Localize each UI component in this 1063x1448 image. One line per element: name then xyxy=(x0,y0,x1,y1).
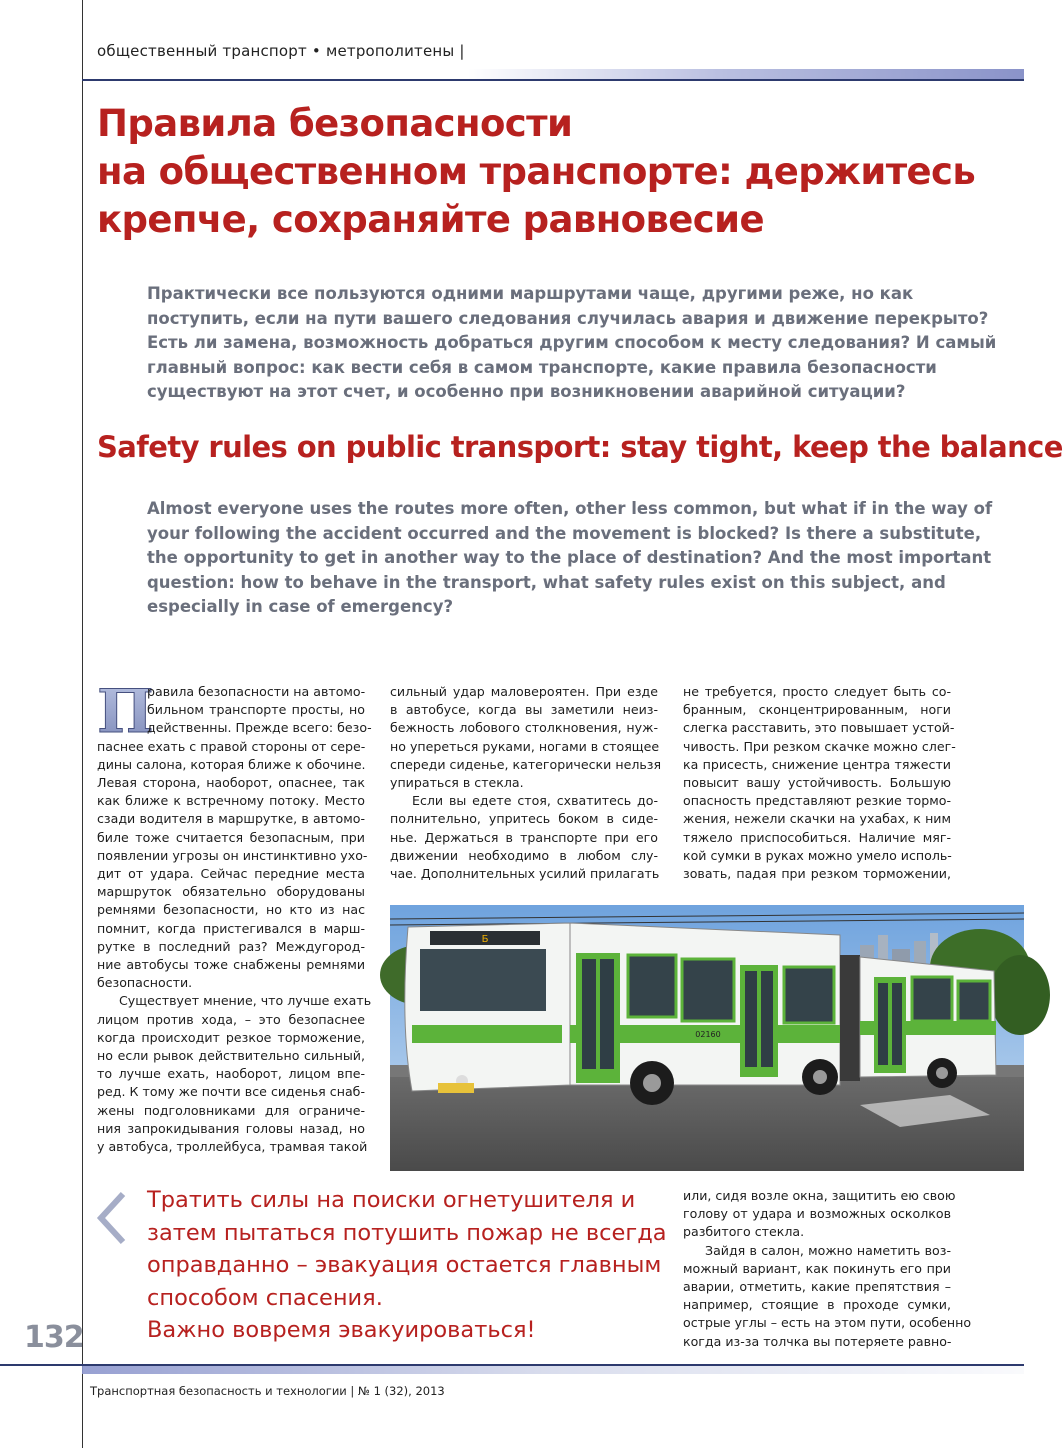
text-line: ред. К тому же почти все сиденья снаб- xyxy=(97,1084,365,1100)
text-line: кой сумки в руках можно умело исполь- xyxy=(683,847,952,863)
text-line: или, сидя возле окна, защитить ею свою xyxy=(683,1188,956,1203)
footer-rule-left xyxy=(0,1364,82,1366)
lead-ru-line: Есть ли замена, возможность добраться другим способом к месту следования? И самый xyxy=(147,333,997,352)
text-line: паснее ехать с правой стороны от сере- xyxy=(97,738,366,754)
text-line: ние автобусы тоже снабжены ремнями xyxy=(97,957,365,973)
lead-en-line: question: how to behave in the transport, what safety rules exist on this subject, and xyxy=(147,572,946,592)
lead-ru-line: поступить, если на пути вашего следования случилась авария и движение перекрыто? xyxy=(147,308,989,328)
text-line: лицом против хода, – это безопаснее xyxy=(97,1011,365,1027)
text-line: бильном транспорте просты, но xyxy=(147,702,365,718)
text-line: ремнями безопасности, но кто из нас xyxy=(97,902,365,918)
text-line: сильный удар маловероятен. При езде xyxy=(390,684,658,699)
text-line: голову от удара и возможных осколков xyxy=(683,1206,951,1222)
bus-photo xyxy=(390,905,1024,1171)
text-line: бранным, сконцентрированным, ноги xyxy=(683,702,951,718)
text-line: жены подголовниками для ограниче- xyxy=(97,1102,365,1118)
text-line: ния запрокидывания головы назад, но xyxy=(97,1120,365,1136)
bus-route-sign: Б xyxy=(481,934,489,945)
text-line: сзади водителя в маршрутке, в автомо- xyxy=(97,811,365,827)
lead-en-line: Almost everyone uses the routes more often, other less common, but what if in the way of xyxy=(147,499,993,518)
text-line: ка присесть, снижение центра тяжести xyxy=(683,756,951,772)
text-line: слегка расставить, это повышает устой- xyxy=(683,720,955,736)
text-line: спереди сиденье, категорически нельзя xyxy=(390,756,662,772)
text-line: чае. Дополнительных усилий прилагать xyxy=(390,866,660,882)
pull-quote-line: Тратить силы на поиски огнетушителя и xyxy=(147,1187,636,1213)
lead-ru-line: существуют на этот счет, и особенно при возникновении аварийной ситуации? xyxy=(147,382,906,401)
pull-quote-line: способом спасения. xyxy=(147,1284,383,1311)
body-column-1 xyxy=(97,683,372,1156)
pull-quote-line: затем пытаться потушить пожар не всегда xyxy=(147,1219,667,1246)
text-line: не требуется, просто следует быть со- xyxy=(683,684,951,699)
text-line: когда из-за толчка вы потеряете равно- xyxy=(683,1333,952,1349)
text-line: чивость. При резком скачке можно слег- xyxy=(683,738,956,754)
article-title-en: Safety rules on public transport: stay tight, keep the balance xyxy=(97,430,1063,464)
text-line: упираться в стекла. xyxy=(390,775,524,791)
text-line: маршруток обязательно оборудованы xyxy=(97,884,365,900)
lead-ru-line: главный вопрос: как вести себя в самом транспорте, какие правила безопасности xyxy=(147,357,937,377)
header-gradient-bar xyxy=(468,69,1024,79)
text-line: Если вы едете стоя, схватитесь до- xyxy=(412,793,658,809)
text-line: равила безопасности на автомо- xyxy=(147,684,366,699)
page-number: 132 xyxy=(24,1320,84,1355)
col2-paragraph-2 xyxy=(390,792,658,883)
pull-quote-line: Важно вовремя эвакуироваться! xyxy=(147,1317,536,1343)
left-margin-rule xyxy=(82,0,83,1448)
text-line: когда происходит резкое торможение, xyxy=(97,1029,365,1045)
article-title-ru xyxy=(97,100,997,244)
text-line: у автобуса, троллейбуса, трамвая такой xyxy=(97,1139,368,1155)
col3-paragraph-1 xyxy=(683,683,956,883)
lead-en-line: the opportunity to get in another way to the place of destination? And the most important xyxy=(147,548,992,567)
text-line: повысит вашу устойчивость. Большую xyxy=(683,775,951,791)
header-rule xyxy=(82,79,1024,81)
text-line: опасность представляют резкие тормо- xyxy=(683,793,951,809)
title-ru-line: на общественном транспорте: держитесь xyxy=(97,150,976,193)
text-line: бежность лобового столкновения, нуж- xyxy=(390,720,658,736)
bus-number-label: 02160 xyxy=(695,1030,721,1039)
quote-chevron-icon xyxy=(95,1190,129,1246)
text-line: тяжело приспособиться. Наличие мяг- xyxy=(683,829,951,845)
lead-ru-line: Практически все пользуются одними маршрутами чаще, другими реже, но как xyxy=(147,284,914,303)
text-line: дит от удара. Сейчас передние места xyxy=(97,866,365,882)
text-line: Зайдя в салон, можно наметить воз- xyxy=(705,1242,951,1258)
lead-paragraph-ru xyxy=(147,282,997,405)
text-line: зовать, падая при резком торможении, xyxy=(683,866,951,882)
title-ru-line: Правила безопасности xyxy=(97,102,573,145)
text-line: аварии, отметить, какие препятствия – xyxy=(683,1279,951,1295)
text-line: помнит, когда пристегивался в марш- xyxy=(97,920,365,936)
text-line: как ближе к встречному потоку. Место xyxy=(97,793,365,809)
col3b-paragraph-1 xyxy=(683,1187,956,1242)
pull-quote xyxy=(147,1184,667,1347)
text-line: движении необходимо в любом слу- xyxy=(390,847,658,863)
col2-paragraph-1 xyxy=(390,683,662,792)
text-line: рутке в последний раз? Междугород- xyxy=(97,938,365,954)
section-header: общественный транспорт • метрополитены | xyxy=(97,42,465,60)
text-line: безопасности. xyxy=(97,975,193,991)
body-column-3 xyxy=(683,683,956,883)
col1-paragraph-2 xyxy=(97,992,372,1156)
text-line: полнительно, упритесь боком в сиде- xyxy=(390,811,658,827)
text-line: дины салона, которая ближе к обочине. xyxy=(97,756,366,772)
text-line: острые углы – есть на этом пути, особенно xyxy=(683,1315,972,1331)
text-line: действенны. Прежде всего: безо- xyxy=(147,720,372,736)
text-line: в автобусе, когда вы заметили неиз- xyxy=(390,702,658,718)
text-line: разбитого стекла. xyxy=(683,1224,805,1240)
drop-cap-letter: П xyxy=(97,677,154,747)
text-line: но упереться руками, ногами в стоящее xyxy=(390,738,660,754)
lead-en-line: your following the accident occurred and the movement is blocked? Is there a substitute, xyxy=(147,523,982,543)
body-column-2 xyxy=(390,683,662,883)
text-line: биле тоже считается безопасным, при xyxy=(97,829,365,845)
text-line: Существует мнение, что лучше ехать xyxy=(119,993,372,1009)
pull-quote-line: оправданно – эвакуация остается главным xyxy=(147,1252,662,1278)
text-line: можный вариант, как покинуть его при xyxy=(683,1260,951,1276)
col1-paragraph-1 xyxy=(97,683,372,738)
text-line: то лучше ехать, наоборот, лицом впе- xyxy=(97,1066,365,1082)
footer-gradient-bar xyxy=(82,1366,1024,1374)
lead-paragraph-en xyxy=(147,497,993,620)
body-column-3-continued xyxy=(683,1187,972,1351)
text-line: но если рывок действительно сильный, xyxy=(97,1048,365,1064)
text-line: например, стоящие в проходе сумки, xyxy=(683,1297,951,1313)
lead-en-line: especially in case of emergency? xyxy=(147,597,454,616)
text-line: нье. Держаться в транспорте при его xyxy=(390,829,658,845)
col1-paragraph-1-cont xyxy=(97,738,368,993)
text-line: Левая сторона, наоборот, опаснее, так xyxy=(97,775,365,791)
col3b-paragraph-2 xyxy=(683,1242,972,1351)
title-ru-line: крепче, сохраняйте равновесие xyxy=(97,198,764,241)
text-line: появлении угрозы он инстинктивно ухо- xyxy=(97,847,368,863)
journal-footer: Транспортная безопасность и технологии | № 1 (32), 2013 xyxy=(90,1384,445,1398)
text-line: жения, нежели скачки на ухабах, к ним xyxy=(683,811,951,827)
